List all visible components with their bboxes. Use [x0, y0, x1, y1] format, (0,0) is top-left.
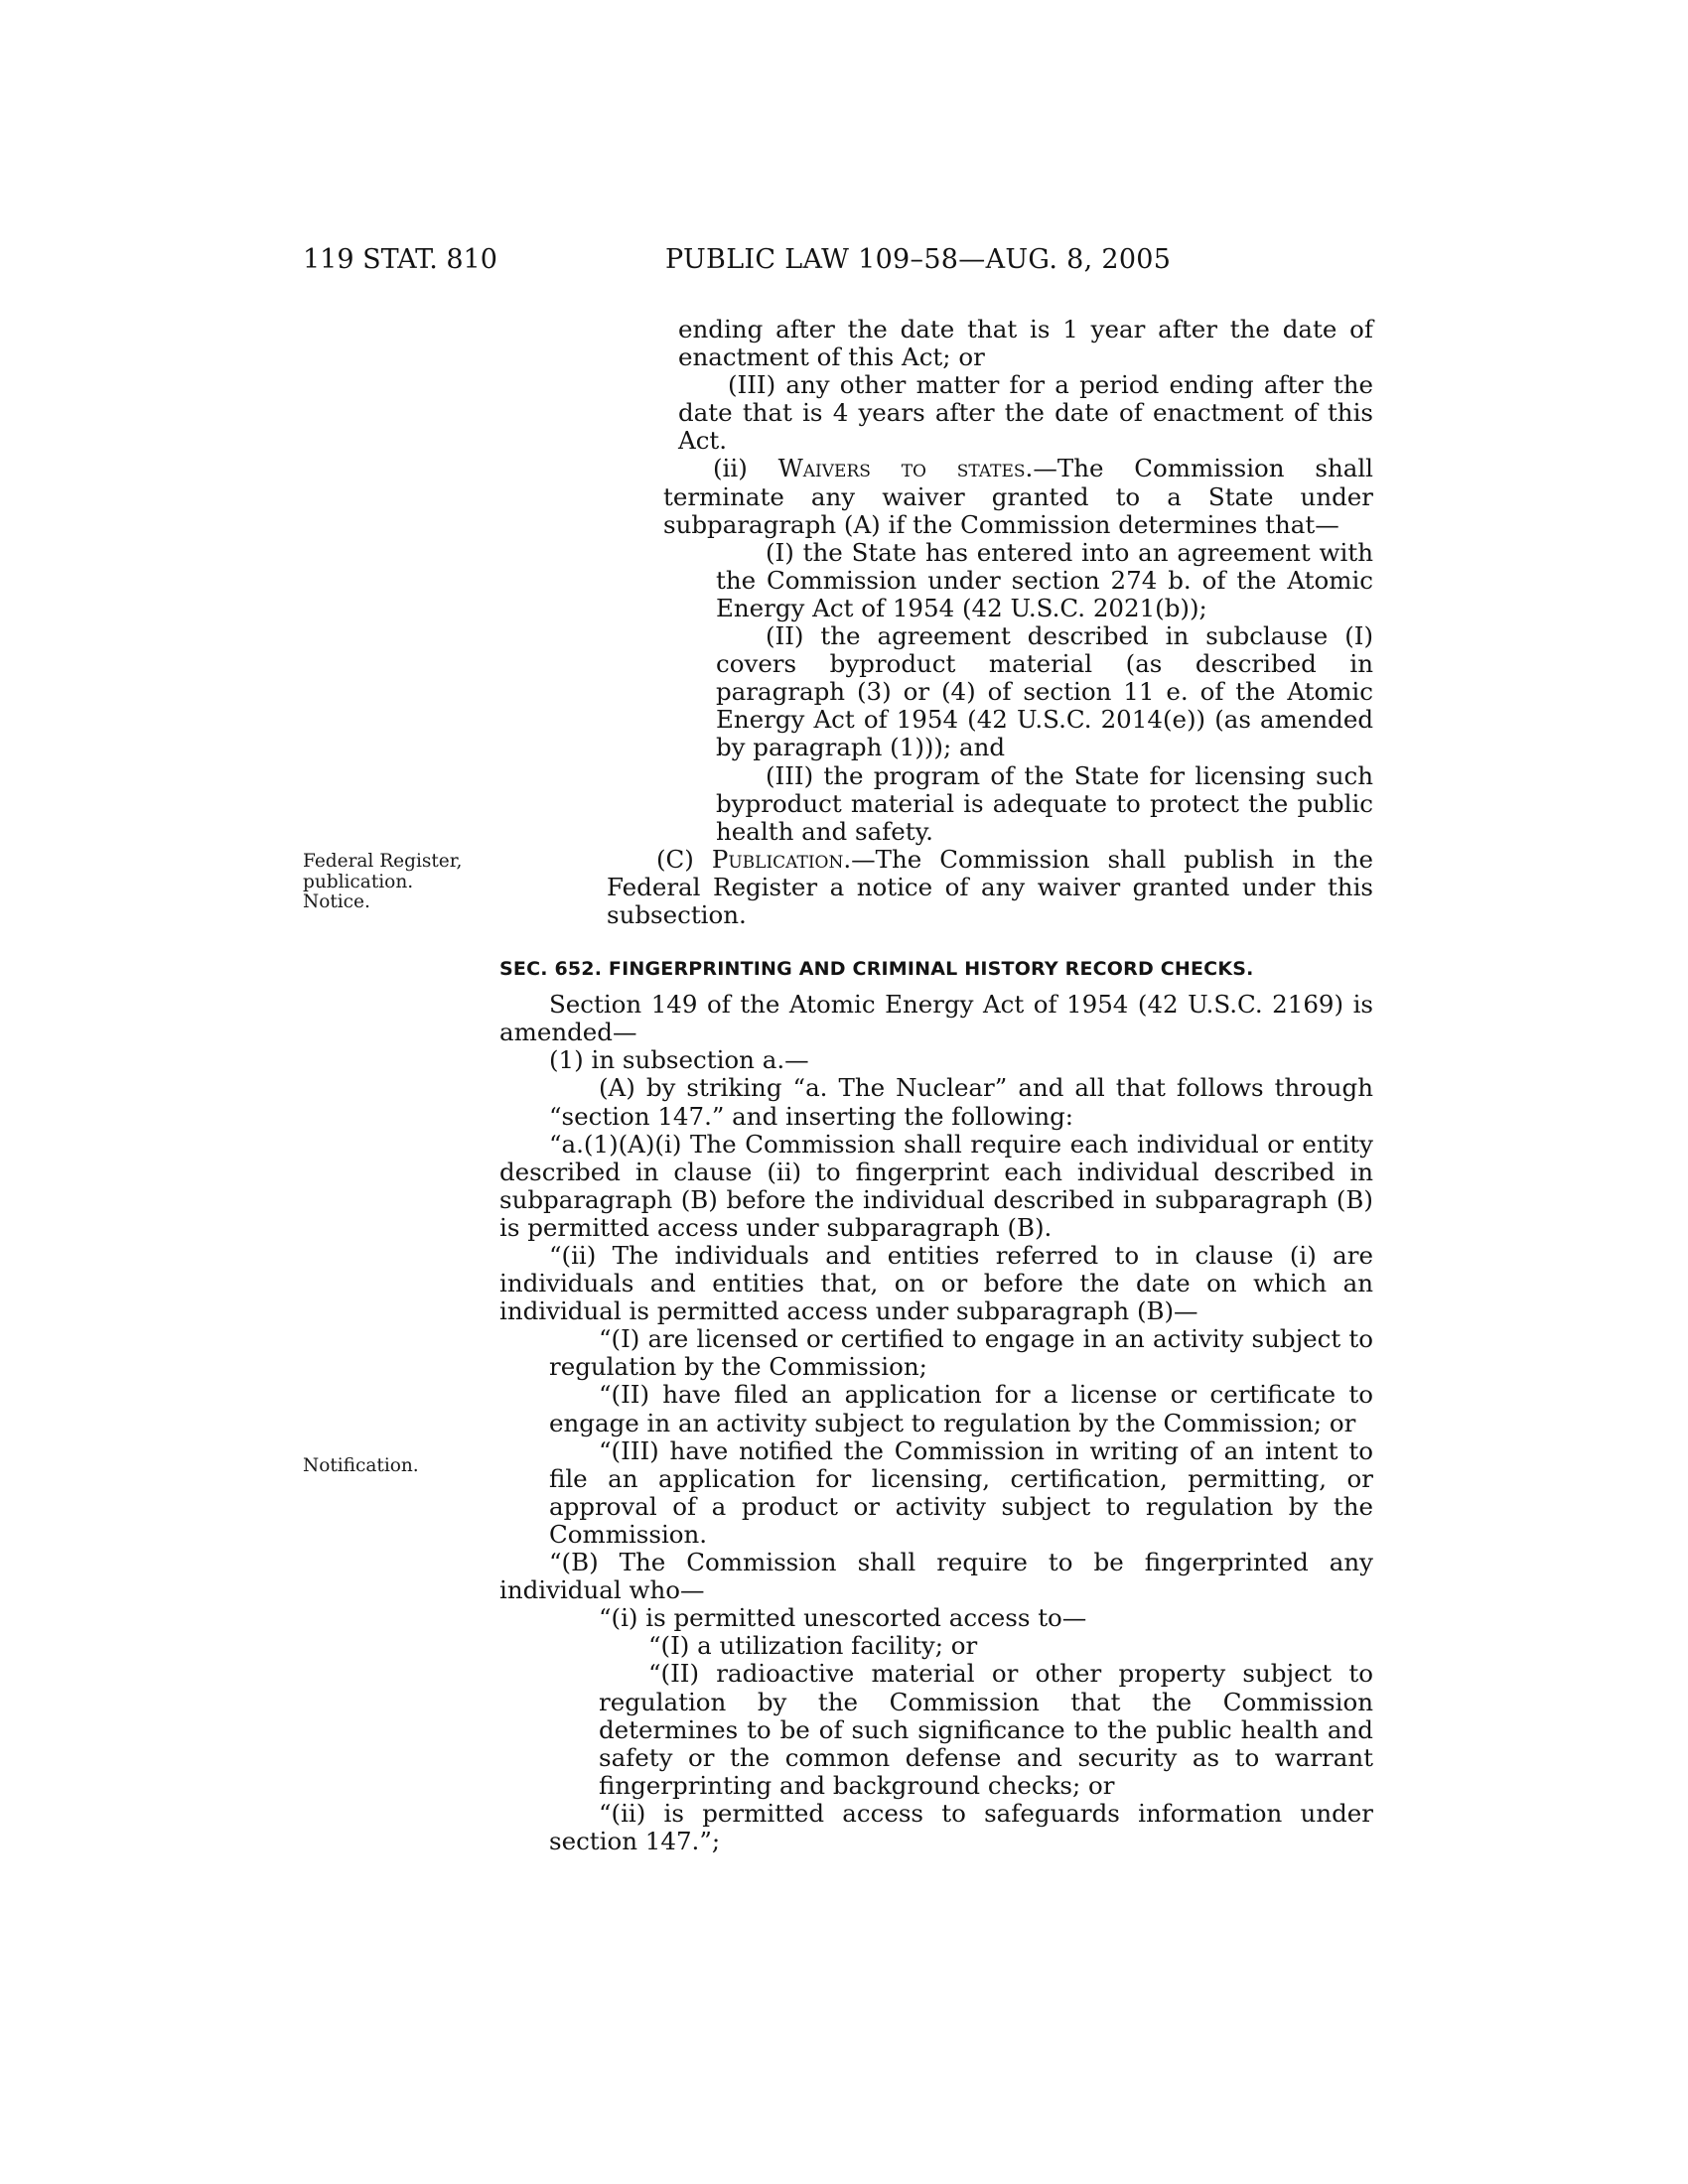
clause-heading: Publication.	[711, 844, 852, 874]
paragraph: “(I) are licensed or certified to engage in an activity subject to regulation by the Commission;	[549, 1324, 1373, 1382]
paragraph-publication	[607, 846, 1373, 929]
paragraph: “(B) The Commission shall require to be fingerprinted any individual who—	[499, 1548, 1373, 1605]
clause-label: (ii)	[713, 454, 778, 483]
margin-note-line: Notice.	[303, 891, 370, 912]
paragraph: “(II) have filed an application for a license or certificate to engage in an activity subject to regulation by the Commission; or	[549, 1380, 1373, 1437]
paragraph: (III) any other matter for a period ending after the date that is 4 years after the date of enactment of this Act.	[678, 370, 1373, 456]
paragraph: “(III) have notified the Commission in writing of an intent to file an application for licensing, certification, permitting, or approval of a product or activity subject to regulation by the Commission.	[549, 1435, 1373, 1549]
paragraph: “a.(1)(A)(i) The Commission shall require each individual or entity described in clause (ii) to fingerprint each individual described in subparagraph (B) before the individual described in subparagraph (B) is permitted access under subparagraph (B).	[499, 1129, 1373, 1242]
waivers-block	[499, 455, 1373, 538]
subclause-block	[499, 539, 1373, 846]
paragraph: (1) in subsection a.—	[549, 1045, 809, 1075]
margin-note-federal-register	[303, 852, 501, 913]
safeguards-block	[499, 1800, 1373, 1855]
statute-page-number: 119 STAT. 810	[303, 244, 497, 275]
paragraph: “(ii) The individuals and entities referred to in clause (i) are individuals and entities that, on or before the date on which an individual is permitted access under subparagraph (B)—	[499, 1241, 1373, 1326]
page-header	[303, 244, 1362, 284]
clause-text: —The Commission shall publish in the Federal Register a notice of any waiver granted under this subsection.	[607, 844, 1373, 929]
margin-note-line: Federal Register,	[303, 851, 463, 872]
paragraph: Section 149 of the Atomic Energy Act of 1954 (42 U.S.C. 2169) is amended—	[499, 990, 1373, 1047]
continued-block	[499, 316, 1373, 455]
paragraph: “(I) a utilization facility; or	[648, 1631, 978, 1661]
paragraph: (A) by striking “a. The Nuclear” and all that follows through “section 147.” and inserting the following:	[549, 1073, 1373, 1131]
paragraph: (I) the State has entered into an agreement with the Commission under section 274 b. of the Atomic Energy Act of 1954 (42 U.S.C. 2021(b));	[716, 537, 1373, 622]
public-law-title: PUBLIC LAW 109–58—AUG. 8, 2005	[665, 244, 1172, 275]
section-heading: SEC. 652. FINGERPRINTING AND CRIMINAL HISTORY RECORD CHECKS.	[499, 958, 1254, 981]
clause-heading: Waivers to states.	[777, 454, 1034, 483]
access-list	[499, 1632, 1373, 1800]
paragraph: “(i) is permitted unescorted access to—	[599, 1603, 1087, 1633]
paragraph: (III) the program of the State for licensing such byproduct material is adequate to protect the public health and safety.	[716, 760, 1373, 846]
paragraph: ending after the date that is 1 year after the date of enactment of this Act; or	[678, 315, 1373, 372]
clause-text: —The Commission shall terminate any waiver granted to a State under subparagraph (A) if the Commission determines that—	[663, 454, 1374, 539]
clause-label: (C)	[656, 844, 712, 874]
subclause-list	[499, 1325, 1373, 1549]
paragraph: “(ii) is permitted access to safeguards information under section 147.”;	[549, 1798, 1373, 1855]
paragraph: “(II) radioactive material or other property subject to regulation by the Commission that the Commission determines to be of such significance to the public health and safety or the common defense and security as to warrant fingerprinting and background checks; or	[599, 1659, 1373, 1800]
paragraph-waivers	[663, 455, 1373, 538]
margin-note-notification: Notification.	[303, 1455, 419, 1476]
paragraph: (II) the agreement described in subclause (I) covers byproduct material (as described in paragraph (3) or (4) of section 11 e. of the Atomic Energy Act of 1954 (42 U.S.C. 2014(e)) (as amended by paragraph (1))); and	[716, 621, 1373, 762]
publication-block	[499, 846, 1373, 929]
document-body	[499, 316, 1373, 1855]
margin-note-line: publication.	[303, 871, 414, 892]
striking-block	[499, 1074, 1373, 1130]
